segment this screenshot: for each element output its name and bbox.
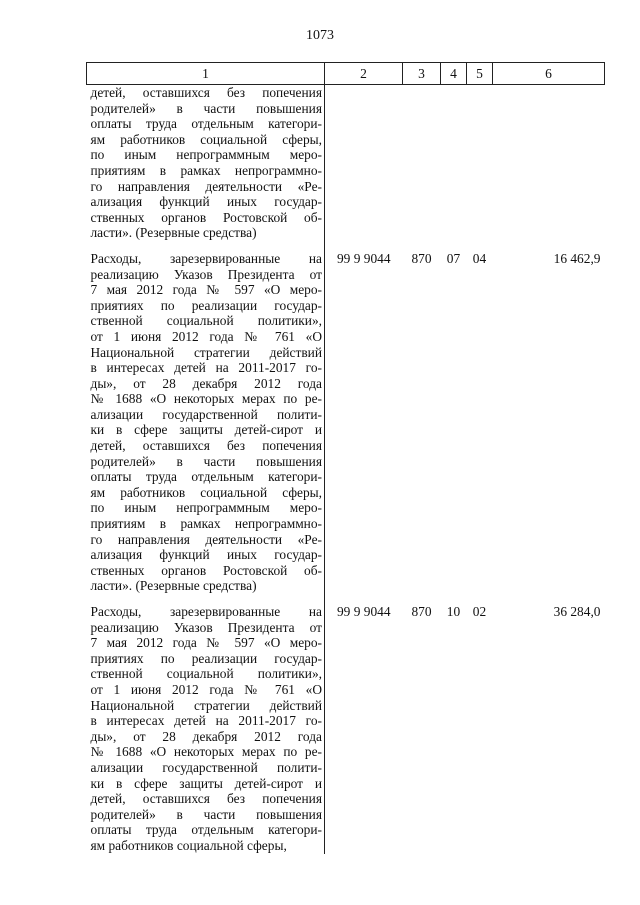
description-line: оплаты труда отдельным категори- xyxy=(90,822,322,838)
subsection-cell: 04 xyxy=(472,250,487,266)
expense-type-cell: 870 xyxy=(411,250,432,266)
description-line: Расходы, зарезервированные на xyxy=(90,250,322,266)
description-line: приятиям в рамках непрограммно- xyxy=(90,162,322,178)
description-line: ласти». (Резервные средства) xyxy=(90,225,257,241)
description-line: ды», от 28 декабря 2012 года xyxy=(90,728,322,744)
section-cell: 10 xyxy=(446,604,461,619)
description-line: приятиях по реализации государ- xyxy=(90,297,322,313)
description-text xyxy=(87,251,325,594)
description-line: реализацию Указов Президента от xyxy=(90,266,322,282)
amount-cell xyxy=(493,85,605,241)
expense-type-cell xyxy=(403,85,441,241)
description-line: № 1688 «О некоторых мерах по ре- xyxy=(90,744,322,760)
subsection-cell xyxy=(467,85,493,241)
description-line: го направления деятельности «Ре- xyxy=(90,531,322,547)
description-line: детей, оставшихся без попечения xyxy=(90,438,322,454)
description-line: ственных органов Ростовской об- xyxy=(90,209,322,225)
description-line: в интересах детей на 2011-2017 го- xyxy=(90,360,322,376)
table-row xyxy=(87,594,605,854)
description-line: ализация функций иных государ- xyxy=(90,194,322,210)
classification-code-cell: 99 9 9044 xyxy=(336,250,391,266)
description-line: детей, оставшихся без попечения xyxy=(90,791,322,807)
description-line: ализации государственной полити- xyxy=(90,759,322,775)
description-line: родителей» в части повышения xyxy=(90,100,322,116)
amount-cell: 36 284,0 xyxy=(553,604,601,619)
subsection-cell: 02 xyxy=(472,604,487,619)
column-header-1: 1 xyxy=(87,63,325,85)
page-number: 1073 xyxy=(306,28,334,43)
description-line: ласти». (Резервные средства) xyxy=(90,578,257,594)
description-line: ям работников социальной сферы, xyxy=(90,131,322,147)
description-line: приятиям в рамках непрограммно- xyxy=(90,516,322,532)
description-line: № 1688 «О некоторых мерах по ре- xyxy=(90,391,322,407)
description-line: ственных органов Ростовской об- xyxy=(90,562,322,578)
column-header-5: 5 xyxy=(467,63,493,85)
description-line: Национальной стратегии действий xyxy=(90,697,322,713)
description-line: ды», от 28 декабря 2012 года xyxy=(90,375,322,391)
description-line: 7 мая 2012 года № 597 «О меро- xyxy=(90,282,322,298)
description-cell xyxy=(87,594,325,854)
description-line: по иным непрограммным меро- xyxy=(90,500,322,516)
description-line: ализации государственной полити- xyxy=(90,406,322,422)
column-header-4: 4 xyxy=(441,63,467,85)
description-line: ственной социальной политики», xyxy=(90,313,322,329)
description-line: ки в сфере защиты детей-сирот и xyxy=(90,422,322,438)
description-line: ки в сфере защиты детей-сирот и xyxy=(90,775,322,791)
description-line: Расходы, зарезервированные на xyxy=(90,604,322,619)
budget-table xyxy=(86,62,605,854)
description-line: от 1 июня 2012 года № 761 «О xyxy=(90,681,322,697)
column-header-3: 3 xyxy=(403,63,441,85)
column-header-6: 6 xyxy=(493,63,605,85)
description-line: ям работников социальной сферы, xyxy=(90,837,287,853)
description-line: ализация функций иных государ- xyxy=(90,547,322,563)
description-line: приятиях по реализации государ- xyxy=(90,650,322,666)
expense-type-cell: 870 xyxy=(411,604,432,619)
description-line: от 1 июня 2012 года № 761 «О xyxy=(90,328,322,344)
column-header-2: 2 xyxy=(325,63,403,85)
description-cell xyxy=(87,241,325,594)
classification-code-cell: 99 9 9044 xyxy=(336,604,391,619)
classification-code-cell xyxy=(325,85,403,241)
description-line: Национальной стратегии действий xyxy=(90,344,322,360)
section-cell xyxy=(441,85,467,241)
description-line: в интересах детей на 2011-2017 го- xyxy=(90,713,322,729)
description-line: го направления деятельности «Ре- xyxy=(90,178,322,194)
description-text xyxy=(87,85,325,241)
description-line: оплаты труда отдельным категори- xyxy=(90,469,322,485)
description-line: ям работников социальной сферы, xyxy=(90,484,322,500)
description-line: родителей» в части повышения xyxy=(90,453,322,469)
description-cell xyxy=(87,85,325,241)
amount-cell: 16 462,9 xyxy=(553,250,601,266)
section-cell: 07 xyxy=(446,250,461,266)
description-line: родителей» в части повышения xyxy=(90,806,322,822)
table-row xyxy=(87,241,605,594)
table-row xyxy=(87,85,605,241)
description-line: 7 мая 2012 года № 597 «О меро- xyxy=(90,635,322,651)
description-line: реализацию Указов Президента от xyxy=(90,619,322,635)
description-line: ственной социальной политики», xyxy=(90,666,322,682)
description-line: детей, оставшихся без попечения xyxy=(90,85,322,100)
description-text xyxy=(87,604,325,854)
description-line: оплаты труда отдельным категори- xyxy=(90,116,322,132)
table-header-row xyxy=(87,63,605,85)
description-line: по иным непрограммным меро- xyxy=(90,147,322,163)
